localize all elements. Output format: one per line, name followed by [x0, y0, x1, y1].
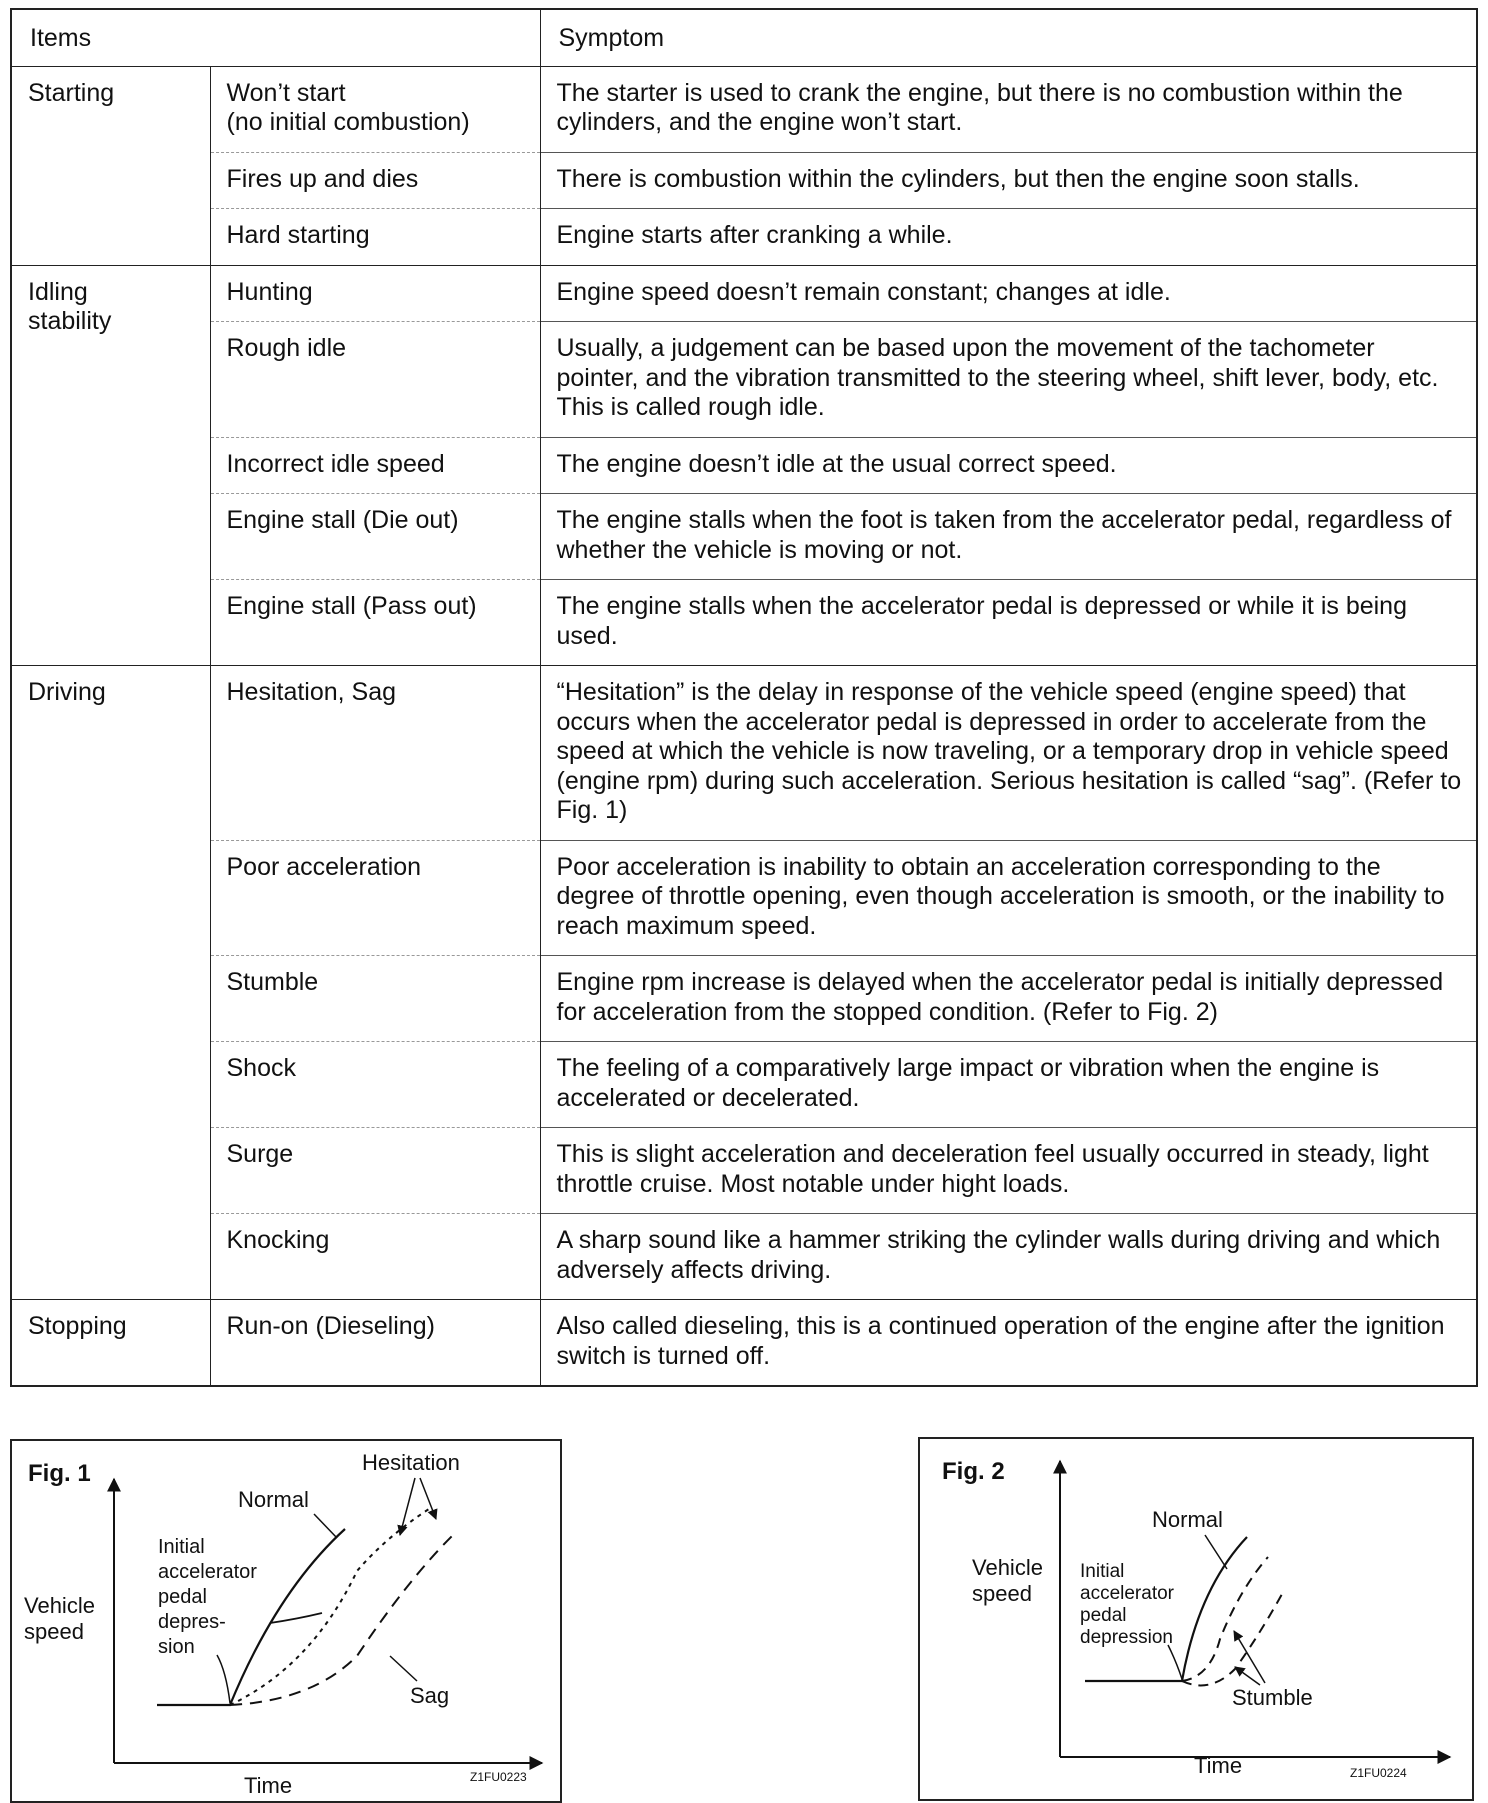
fig1-normal-leader — [314, 1514, 337, 1538]
symptom-cell: The engine doesn’t idle at the usual correct speed. — [540, 437, 1477, 494]
fig1-code: Z1FU0223 — [470, 1770, 527, 1784]
fig1-hesitation-curve — [230, 1507, 432, 1705]
symptom-cell: Engine speed doesn’t remain constant; changes at idle. — [540, 265, 1477, 322]
table-row — [11, 1042, 1477, 1128]
symptom-cell: The feeling of a comparatively large impact or vibration when the engine is accelerated or decelerated. — [540, 1042, 1477, 1128]
category-cell: Starting — [11, 66, 210, 265]
table-body — [11, 66, 1477, 1386]
fig1-title: Fig. 1 — [28, 1460, 91, 1487]
symptom-cell: This is slight acceleration and deceleration feel usually occurred in steady, light throttle cruise. Most notable under hight loads. — [540, 1128, 1477, 1214]
table-row — [11, 494, 1477, 580]
table-row — [11, 322, 1477, 438]
table-row — [11, 265, 1477, 322]
item-cell: Fires up and dies — [210, 152, 540, 209]
fig1-initial-4: depres- — [158, 1611, 226, 1633]
table-row — [11, 956, 1477, 1042]
symptom-cell: There is combustion within the cylinders, but then the engine soon stalls. — [540, 152, 1477, 209]
symptom-cell: Engine rpm increase is delayed when the accelerator pedal is initially depressed for acceleration from the stopped condition. (Refer to Fig. 2) — [540, 956, 1477, 1042]
symptom-cell: Poor acceleration is inability to obtain an acceleration corresponding to the degree of throttle opening, even though acceleration is smooth, or the inability to reach maximum speed. — [540, 840, 1477, 956]
item-cell: Engine stall (Die out) — [210, 494, 540, 580]
item-cell: Poor acceleration — [210, 840, 540, 956]
fig2-normal-leader — [1205, 1535, 1227, 1569]
table-row — [11, 1214, 1477, 1300]
item-cell: Won’t start (no initial combustion) — [210, 66, 540, 152]
item-cell: Knocking — [210, 1214, 540, 1300]
table-header-row — [11, 9, 1477, 66]
item-cell: Incorrect idle speed — [210, 437, 540, 494]
symptom-cell: The starter is used to crank the engine, but there is no combustion within the cylinders, and the engine won’t start. — [540, 66, 1477, 152]
fig1-hesitation-arrow-1 — [400, 1478, 415, 1535]
fig2-y-label-2: speed — [972, 1581, 1032, 1606]
category-cell: Idling stability — [11, 265, 210, 666]
fig2-title: Fig. 2 — [942, 1458, 1005, 1485]
fig2-stumble-curve-2 — [1182, 1594, 1282, 1685]
fig1-initial-3: pedal — [158, 1586, 207, 1608]
items-header: Items — [11, 9, 540, 66]
fig2-code: Z1FU0224 — [1350, 1766, 1407, 1780]
table-row — [11, 66, 1477, 152]
item-cell: Stumble — [210, 956, 540, 1042]
table-row — [11, 209, 1477, 266]
symptom-cell: Also called dieseling, this is a continued operation of the engine after the ignition switch is turned off. — [540, 1300, 1477, 1387]
category-cell: Driving — [11, 666, 210, 1300]
figure-2-diagram — [920, 1439, 1472, 1799]
symptom-cell: Engine starts after cranking a while. — [540, 209, 1477, 266]
symptom-table — [10, 8, 1478, 1387]
fig1-sag-curve — [230, 1536, 452, 1705]
symptom-cell: A sharp sound like a hammer striking the cylinder walls during driving and which adversely affects driving. — [540, 1214, 1477, 1300]
symptom-cell: The engine stalls when the foot is taken from the accelerator pedal, regardless of whether the vehicle is moving or not. — [540, 494, 1477, 580]
item-cell: Hunting — [210, 265, 540, 322]
item-cell: Rough idle — [210, 322, 540, 438]
fig1-hesitation-label: Hesitation — [362, 1450, 460, 1475]
fig2-initial-4: depression — [1080, 1627, 1173, 1648]
fig1-x-label: Time — [244, 1773, 293, 1798]
figure-2 — [918, 1437, 1474, 1801]
item-cell: Surge — [210, 1128, 540, 1214]
fig2-normal-label: Normal — [1152, 1507, 1223, 1532]
fig1-hesitation-arrow-2 — [420, 1478, 436, 1519]
table-row — [11, 437, 1477, 494]
item-cell: Shock — [210, 1042, 540, 1128]
item-cell: Hard starting — [210, 209, 540, 266]
fig2-x-label: Time — [1194, 1753, 1243, 1778]
symptom-header: Symptom — [540, 9, 1477, 66]
table-row — [11, 840, 1477, 956]
fig2-stumble-curve-1 — [1182, 1557, 1268, 1681]
fig1-initial-leader — [217, 1655, 230, 1703]
symptom-cell: The engine stalls when the accelerator pedal is depressed or while it is being used. — [540, 580, 1477, 666]
fig2-stumble-label: Stumble — [1232, 1685, 1313, 1710]
table-row — [11, 152, 1477, 209]
fig2-initial-3: pedal — [1080, 1605, 1127, 1626]
figure-1-diagram — [12, 1441, 560, 1801]
table-row — [11, 666, 1477, 841]
fig1-y-label-2: speed — [24, 1619, 84, 1644]
fig2-y-label-1: Vehicle — [972, 1555, 1043, 1580]
fig1-normal-label: Normal — [238, 1487, 309, 1512]
table-row — [11, 1128, 1477, 1214]
symptom-cell: “Hesitation” is the delay in response of the vehicle speed (engine speed) that occurs when the accelerator pedal is depressed in order to accelerate from the speed at which the vehicle is now traveling, or a temporary drop in vehicle speed (engine rpm) during such acceleration. Serious hesitation is called “sag”. (Refer to Fig. 1) — [540, 666, 1477, 841]
fig1-initial-5: sion — [158, 1636, 195, 1658]
symptom-cell: Usually, a judgement can be based upon the movement of the tachometer pointer, and the vibration transmitted to the steering wheel, shift lever, body, etc. This is called rough idle. — [540, 322, 1477, 438]
table-row — [11, 580, 1477, 666]
fig2-initial-leader — [1168, 1645, 1182, 1679]
fig2-initial-2: accelerator — [1080, 1583, 1174, 1604]
figure-1 — [10, 1439, 562, 1803]
item-cell: Hesitation, Sag — [210, 666, 540, 841]
category-cell: Stopping — [11, 1300, 210, 1387]
fig2-initial-1: Initial — [1080, 1561, 1125, 1582]
fig1-sag-label: Sag — [410, 1683, 450, 1708]
item-cell: Run-on (Dieseling) — [210, 1300, 540, 1387]
fig1-sag-leader — [390, 1656, 417, 1681]
fig1-initial-1: Initial — [158, 1536, 205, 1558]
item-cell: Engine stall (Pass out) — [210, 580, 540, 666]
fig1-initial-2: accelerator — [158, 1561, 257, 1583]
fig1-y-label-1: Vehicle — [24, 1593, 95, 1618]
fig2-stumble-arrow-1 — [1234, 1631, 1265, 1683]
fig1-dip-segment — [270, 1613, 322, 1623]
table-row — [11, 1300, 1477, 1387]
